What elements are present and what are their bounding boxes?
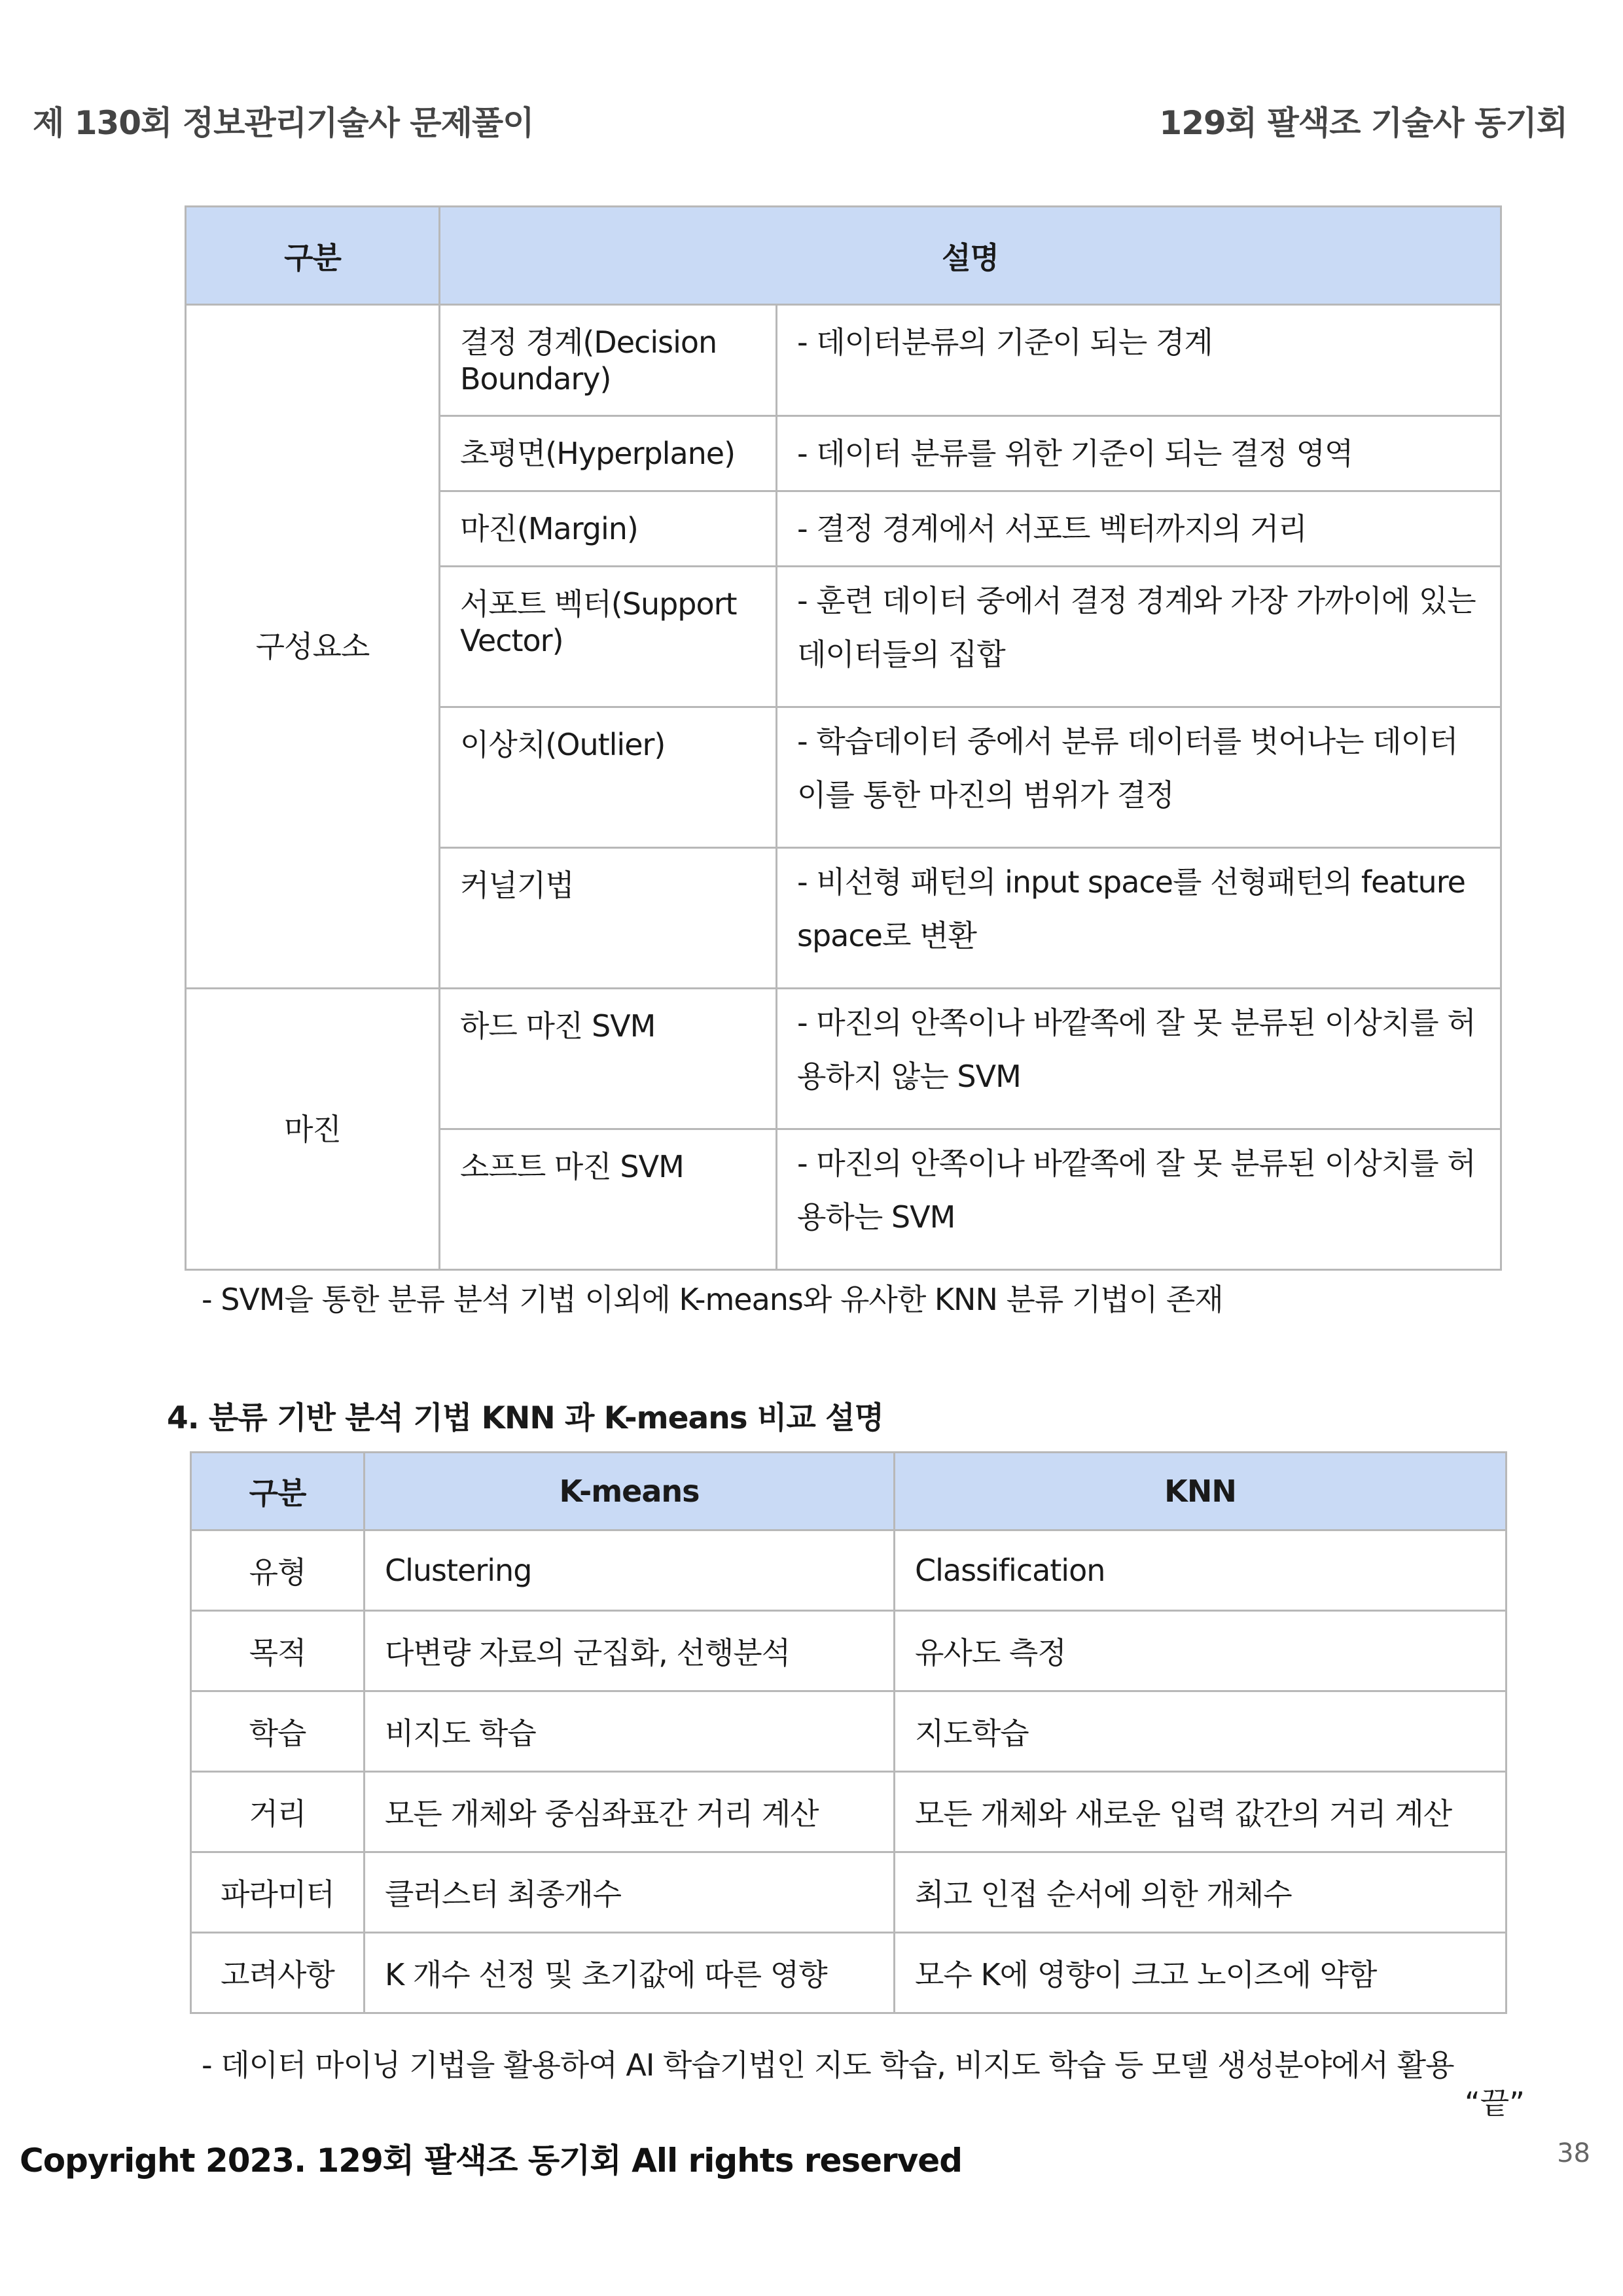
table-row [191,1611,1507,1691]
knn-cell: 모수 K에 영향이 크고 노이즈에 약함 [895,1933,1507,2013]
group-cell: 마진 [186,989,440,1270]
term-cell: 결정 경계(Decision Boundary) [440,305,777,416]
kmeans-cell: Clustering [365,1530,895,1611]
term-cell: 하드 마진 SVM [440,989,777,1129]
category-cell: 목적 [191,1611,365,1691]
term-cell: 이상치(Outlier) [440,707,777,848]
column-header: 구분 [186,207,440,305]
desc-cell: - 데이터 분류를 위한 기준이 되는 결정 영역 [777,416,1501,491]
end-mark: “끝” [1464,2085,1525,2121]
svm-components-table [185,205,1502,1271]
table-row [186,305,1501,416]
term-cell: 초평면(Hyperplane) [440,416,777,491]
section-heading: 4. 분류 기반 분석 기법 KNN 과 K-means 비교 설명 [167,1400,883,1436]
term-cell: 서포트 벡터(Support Vector) [440,567,777,707]
category-cell: 파라미터 [191,1852,365,1933]
category-cell: 고려사항 [191,1933,365,2013]
knn-cell: Classification [895,1530,1507,1611]
column-header: K-means [365,1453,895,1530]
table-header-row [191,1453,1507,1530]
column-header: 설명 [440,207,1501,305]
copyright-footer: Copyright 2023. 129회 팔색조 동기회 All rights reserved [20,2142,963,2180]
table-row [191,1852,1507,1933]
knn-cell: 지도학습 [895,1691,1507,1772]
term-cell: 마진(Margin) [440,491,777,567]
term-cell: 소프트 마진 SVM [440,1129,777,1270]
group-cell: 구성요소 [186,305,440,989]
knn-kmeans-comparison-table [190,1451,1507,2014]
category-cell: 거리 [191,1772,365,1852]
svm-note: - SVM을 통한 분류 분석 기법 이외에 K-means와 유사한 KNN 분류 기법이 존재 [202,1282,1223,1317]
desc-cell: - 마진의 안쪽이나 바깥쪽에 잘 못 분류된 이상치를 허용하는 SVM [777,1129,1501,1270]
kmeans-cell: K 개수 선정 및 초기값에 따른 영향 [365,1933,895,2013]
table-header-row [186,207,1501,305]
summary-note: - 데이터 마이닝 기법을 활용하여 AI 학습기법인 지도 학습, 비지도 학습 등 모델 생성분야에서 활용 [202,2047,1454,2083]
kmeans-cell: 비지도 학습 [365,1691,895,1772]
column-header: KNN [895,1453,1507,1530]
kmeans-cell: 다변량 자료의 군집화, 선행분석 [365,1611,895,1691]
desc-cell: - 결정 경계에서 서포트 벡터까지의 거리 [777,491,1501,567]
desc-cell: - 훈련 데이터 중에서 결정 경계와 가장 가까이에 있는 데이터들의 집합 [777,567,1501,707]
table-row [191,1933,1507,2013]
desc-cell: - 학습데이터 중에서 분류 데이터를 벗어나는 데이터 이를 통한 마진의 범위가 결정 [777,707,1501,848]
column-header: 구분 [191,1453,365,1530]
term-cell: 커널기법 [440,848,777,989]
category-cell: 유형 [191,1530,365,1611]
kmeans-cell: 모든 개체와 중심좌표간 거리 계산 [365,1772,895,1852]
page-number: 38 [1557,2138,1590,2168]
category-cell: 학습 [191,1691,365,1772]
desc-cell: - 마진의 안쪽이나 바깥쪽에 잘 못 분류된 이상치를 허용하지 않는 SVM [777,989,1501,1129]
desc-cell: - 비선형 패턴의 input space를 선형패턴의 feature space로 변환 [777,848,1501,989]
table-row [186,989,1501,1129]
knn-cell: 유사도 측정 [895,1611,1507,1691]
knn-cell: 최고 인접 순서에 의한 개체수 [895,1852,1507,1933]
header-left-title: 제 130회 정보관리기술사 문제풀이 [33,104,534,142]
table-row [191,1530,1507,1611]
desc-cell: - 데이터분류의 기준이 되는 경계 [777,305,1501,416]
knn-cell: 모든 개체와 새로운 입력 값간의 거리 계산 [895,1772,1507,1852]
table-row [191,1772,1507,1852]
table-row [191,1691,1507,1772]
kmeans-cell: 클러스터 최종개수 [365,1852,895,1933]
header-right-title: 129회 팔색조 기술사 동기회 [1159,104,1567,142]
